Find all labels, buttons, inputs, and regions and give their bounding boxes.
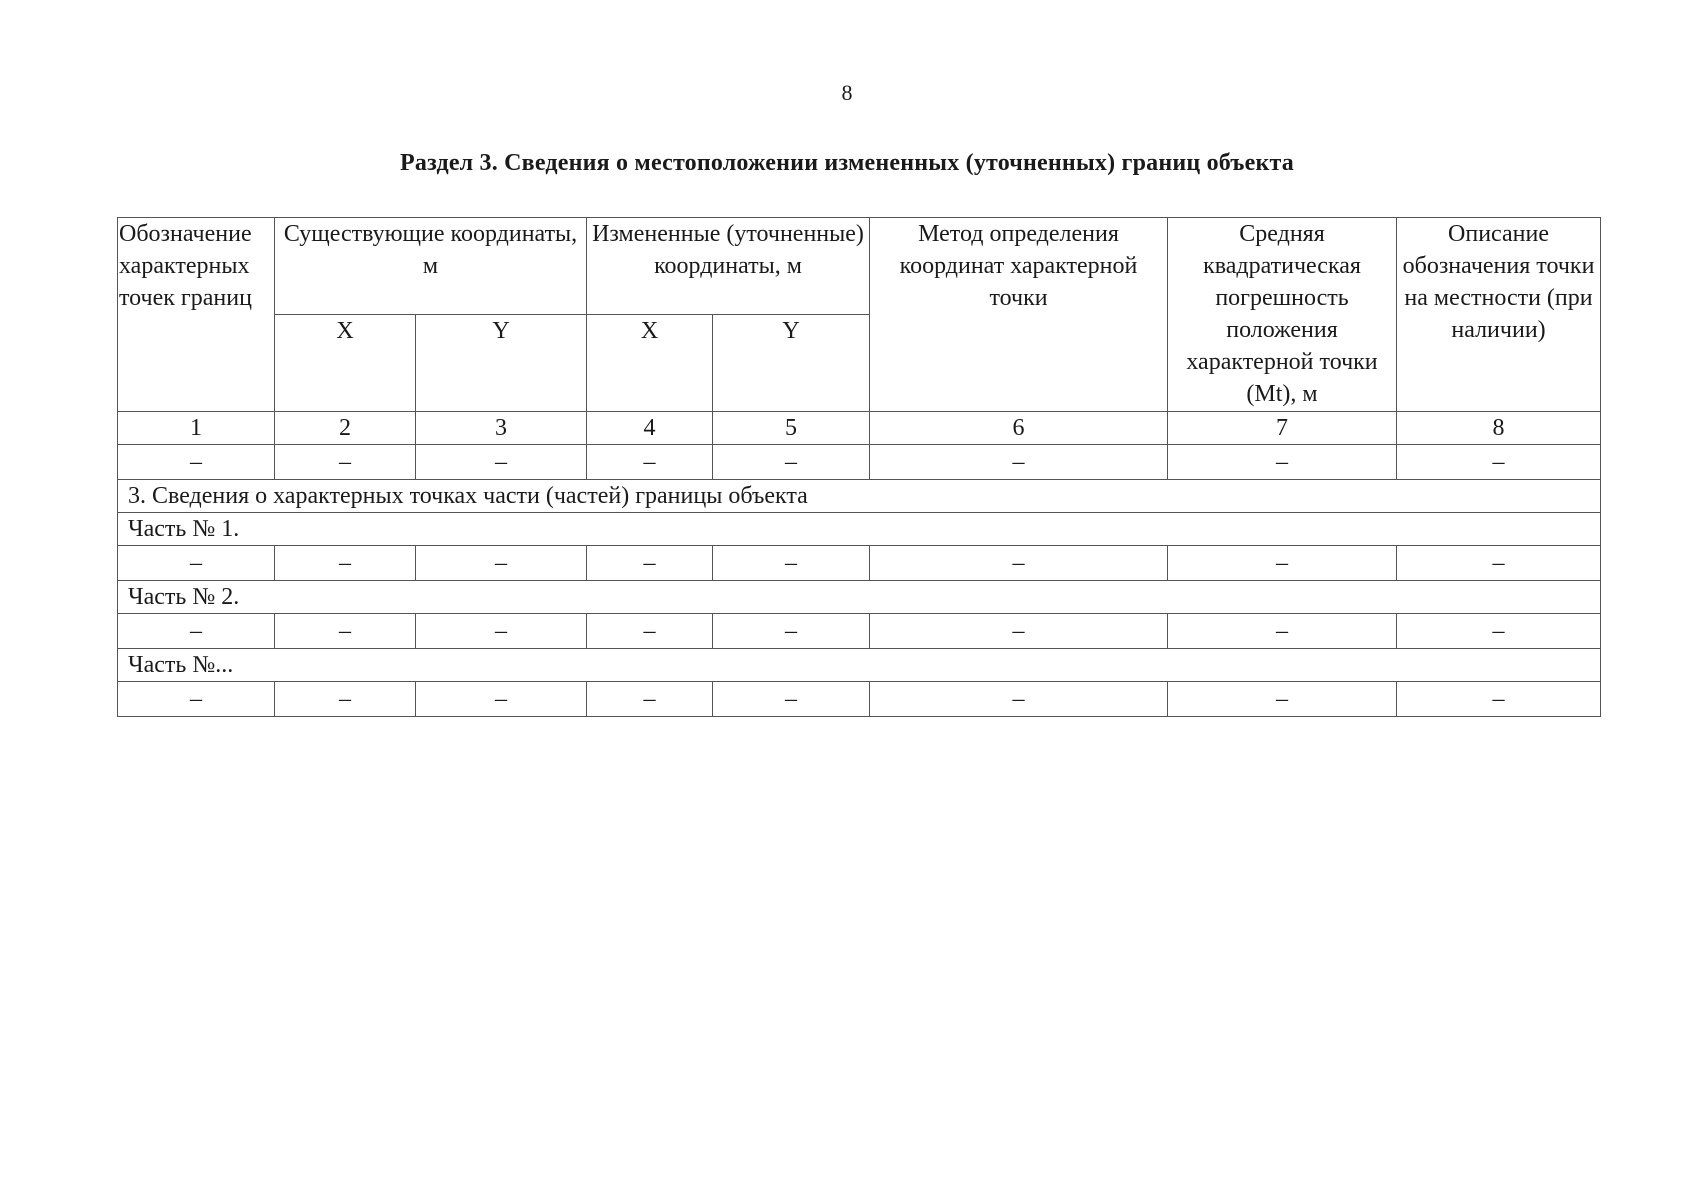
table-row bbox=[118, 614, 1601, 649]
header-changed-coordinates: Измененные (уточненные) координаты, м bbox=[587, 218, 870, 315]
header-method: Метод определения координат характерной точки bbox=[870, 218, 1168, 412]
dash-cell: – bbox=[275, 614, 416, 649]
dash-cell: – bbox=[587, 546, 713, 581]
header-existing-x: X bbox=[275, 315, 416, 412]
column-number: 7 bbox=[1168, 412, 1397, 445]
dash-cell: – bbox=[587, 682, 713, 717]
part-row bbox=[118, 649, 1601, 682]
dash-cell: – bbox=[1397, 546, 1601, 581]
table-header-row bbox=[118, 218, 1601, 315]
dash-cell: – bbox=[118, 614, 275, 649]
dash-cell: – bbox=[118, 445, 275, 480]
header-point-description: Описание обозначения точки на местности (при наличии) bbox=[1397, 218, 1601, 412]
dash-cell: – bbox=[118, 682, 275, 717]
dash-cell: – bbox=[275, 445, 416, 480]
column-number: 6 bbox=[870, 412, 1168, 445]
column-numbers-row bbox=[118, 412, 1601, 445]
dash-cell: – bbox=[1168, 445, 1397, 480]
dash-cell: – bbox=[870, 614, 1168, 649]
section-row-label: 3. Сведения о характерных точках части (частей) границы объекта bbox=[118, 480, 1601, 513]
table-row bbox=[118, 682, 1601, 717]
dash-cell: – bbox=[416, 546, 587, 581]
dash-cell: – bbox=[118, 546, 275, 581]
boundary-coordinates-table bbox=[117, 217, 1601, 717]
dash-cell: – bbox=[587, 445, 713, 480]
dash-cell: – bbox=[1397, 682, 1601, 717]
column-number: 1 bbox=[118, 412, 275, 445]
dash-cell: – bbox=[870, 445, 1168, 480]
dash-cell: – bbox=[713, 445, 870, 480]
column-number: 5 bbox=[713, 412, 870, 445]
column-number: 2 bbox=[275, 412, 416, 445]
header-point-designation: Обозначение характерных точек границ bbox=[118, 218, 275, 412]
dash-cell: – bbox=[416, 445, 587, 480]
dash-cell: – bbox=[713, 546, 870, 581]
part-label: Часть № 1. bbox=[118, 513, 1601, 546]
header-existing-y: Y bbox=[416, 315, 587, 412]
dash-cell: – bbox=[713, 614, 870, 649]
section-row bbox=[118, 480, 1601, 513]
dash-cell: – bbox=[870, 546, 1168, 581]
part-row bbox=[118, 581, 1601, 614]
header-changed-x: X bbox=[587, 315, 713, 412]
section-title: Раздел 3. Сведения о местоположении измененных (уточненных) границ объекта bbox=[400, 150, 1294, 176]
dash-cell: – bbox=[1168, 614, 1397, 649]
header-mean-square-error: Средняя квадратическая погрешность положения характерной точки (Mt), м bbox=[1168, 218, 1397, 412]
header-changed-y: Y bbox=[713, 315, 870, 412]
column-number: 3 bbox=[416, 412, 587, 445]
dash-cell: – bbox=[1397, 614, 1601, 649]
table-row bbox=[118, 445, 1601, 480]
dash-cell: – bbox=[416, 614, 587, 649]
column-number: 8 bbox=[1397, 412, 1601, 445]
dash-cell: – bbox=[1397, 445, 1601, 480]
dash-cell: – bbox=[587, 614, 713, 649]
dash-cell: – bbox=[275, 546, 416, 581]
column-number: 4 bbox=[587, 412, 713, 445]
part-label: Часть №... bbox=[118, 649, 1601, 682]
dash-cell: – bbox=[275, 682, 416, 717]
dash-cell: – bbox=[713, 682, 870, 717]
page-number: 8 bbox=[841, 80, 853, 105]
part-label: Часть № 2. bbox=[118, 581, 1601, 614]
dash-cell: – bbox=[1168, 546, 1397, 581]
part-row bbox=[118, 513, 1601, 546]
header-existing-coordinates: Существующие координаты, м bbox=[275, 218, 587, 315]
dash-cell: – bbox=[1168, 682, 1397, 717]
dash-cell: – bbox=[870, 682, 1168, 717]
table-row bbox=[118, 546, 1601, 581]
dash-cell: – bbox=[416, 682, 587, 717]
